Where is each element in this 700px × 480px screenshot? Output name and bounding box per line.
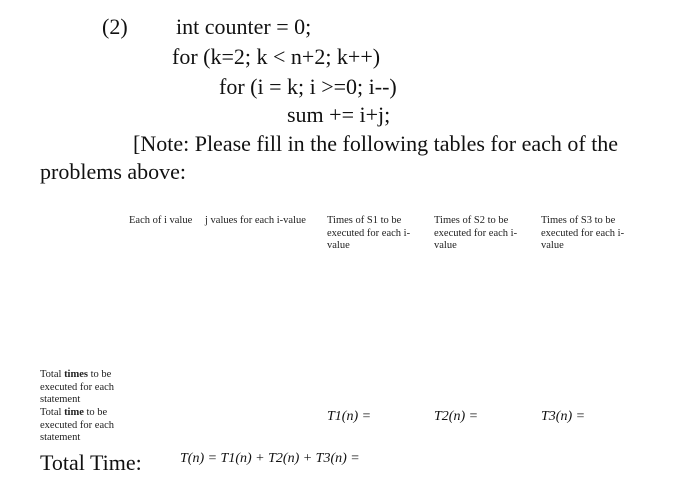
code-line-1: int counter = 0; <box>176 14 312 39</box>
code-line-2: for (k=2; k < n+2; k++) <box>172 44 381 69</box>
header-i-value: Each of i value <box>129 215 193 226</box>
header-s1-times: Times of S1 to be executed for each i-value <box>327 215 411 251</box>
header-j-values: j values for each i-value <box>205 215 306 226</box>
t2-formula: T2(n) = <box>434 409 479 424</box>
t3-formula: T3(n) = <box>541 409 586 424</box>
note-line-1: [Note: Please fill in the following tables for each of the <box>133 131 619 156</box>
code-line-4: sum += i+j; <box>287 102 391 127</box>
note-line-2: problems above: <box>40 159 187 184</box>
total-time-formula: T(n) = T1(n) + T2(n) + T3(n) = <box>180 451 360 466</box>
problem-number: (2) <box>102 14 128 39</box>
header-s2-times: Times of S2 to be executed for each i-value <box>434 215 518 251</box>
row-label-total-time: Total time to be executed for each statement <box>40 407 115 443</box>
row-label-total-times: Total times to be executed for each statement <box>40 369 115 405</box>
header-s3-times: Times of S3 to be executed for each i-value <box>541 215 625 251</box>
total-time-label: Total Time: <box>40 450 142 475</box>
t1-formula: T1(n) = <box>327 409 372 424</box>
code-line-3: for (i = k; i >=0; i--) <box>219 74 397 99</box>
